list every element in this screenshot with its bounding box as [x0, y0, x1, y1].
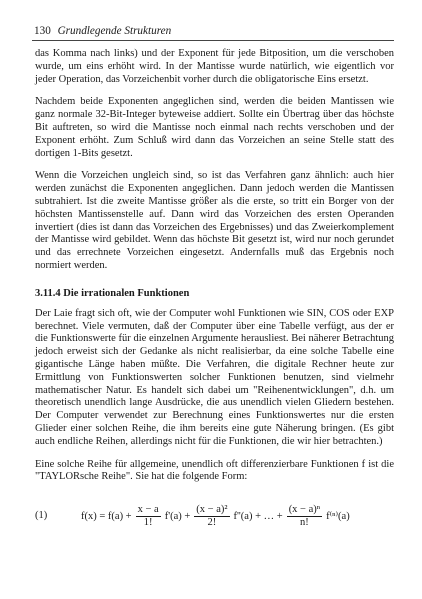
header-rule [32, 40, 394, 41]
formula-term: f'(a) + [164, 510, 191, 522]
page-number: 130 [34, 25, 51, 37]
paragraph: Eine solche Reihe für allgemeine, unendlich oft differenzierbare Funktionen f ist die "TAYLORsche Reihe". Sie hat die folgende Form: [35, 458, 394, 483]
paragraph: Nachdem beide Exponenten angeglichen sind, werden die beiden Mantissen wie ganz normale 32-Bit-Integer byteweise addiert. Sollte ein Übertrag über das höchste Bit auftreten, so wird die Mantisse noch einmal nach rechts verschoben und der Exponent erhöht. Zum Schluß wird dann das Vorzeichen an seine Stelle statt des dortigen 1-Bits gesetzt. [35, 96, 394, 159]
fraction-denominator: 2! [207, 516, 217, 528]
page-header [34, 21, 394, 41]
running-title: Grundlegende Strukturen [57, 25, 172, 37]
fraction-numerator: (x − a)² [196, 503, 228, 515]
fraction-numerator: (x − a)ⁿ [288, 503, 321, 515]
section-heading: 3.11.4 Die irrationalen Funktionen [35, 287, 190, 299]
formula-term: f''(a) + … + [233, 510, 283, 522]
taylor-formula [35, 498, 394, 538]
fraction [287, 504, 322, 529]
fraction [194, 504, 229, 529]
fraction [136, 504, 161, 529]
paragraph: das Komma nach links) und der Exponent für jede Bitposition, um die verschoben wurde, um eins erhöht wird. In der Mantisse wurde natürlich, wie eigentlich vor jeder Operation, das Vorzeichenbit vorher durch die obligatorische Eins ersetzt. [35, 48, 394, 85]
formula-term: f⁽ⁿ⁾(a) [326, 511, 350, 523]
paragraph: Wenn die Vorzeichen ungleich sind, so ist das Verfahren ganz ähnlich: auch hier werden zunächst die Exponenten angeglichen. Dann jedoch werden die Mantissen subtrahiert. Ist die zweite Mantisse größer als die erste, so tritt ein Borger von der höchsten Mantissenstelle auf. Dann wird das Vorzeichen des ersten Operanden invertiert (dies ist dann das Vorzeichen des Ergebnisses) und das Zweierkomplement der Mantisse wird gebildet. Wenn das höchste Bit gesetzt ist, wird nur noch gerundet und das errechnete Vorzeichen eingesetzt. Andernfalls muß das Ergebnis noch normiert werden. [35, 170, 394, 271]
formula-number: (1) [35, 510, 48, 522]
fraction-denominator: n! [300, 516, 309, 528]
formula-expression [79, 498, 352, 534]
paragraph: Der Laie fragt sich oft, wie der Computer wohl Funktionen wie SIN, COS oder EXP berechnet. Viele vermuten, daß der Computer über eine Tabelle verfügt, aus der er die Funktionswerte für die einzelnen Argumente herausliest. Bei näherer Betrachtung jedoch erweist sich der Gedanke als nicht realisierbar, da eine solche Tabelle eine gigantische Länge haben müßte. Die Verfahren, die digitale Rechner heute zur Ermittlung von Funktionswerten solcher Funktionen benutzen, sind vielmehr mathematischer Natur. Es handelt sich dabei um "Reihenentwicklungen", d.h. um theoretisch unendlich lange Ausdrücke, die aus unendlich vielen Gliedern bestehen. Der Computer verwendet zur Berechnung eines Funktionswertes nur die ersten Glieder einer solchen Reihe, die ihm bereits eine gute Näherung bringen. (Es gibt auch endliche Reihen, allerdings nicht für die Funktionen, die wir hier betrachten.) [35, 307, 394, 447]
formula-lhs: f(x) = f(a) + [81, 510, 132, 522]
fraction-denominator: 1! [143, 516, 153, 528]
page-body [35, 48, 394, 538]
fraction-numerator: x − a [137, 503, 159, 515]
